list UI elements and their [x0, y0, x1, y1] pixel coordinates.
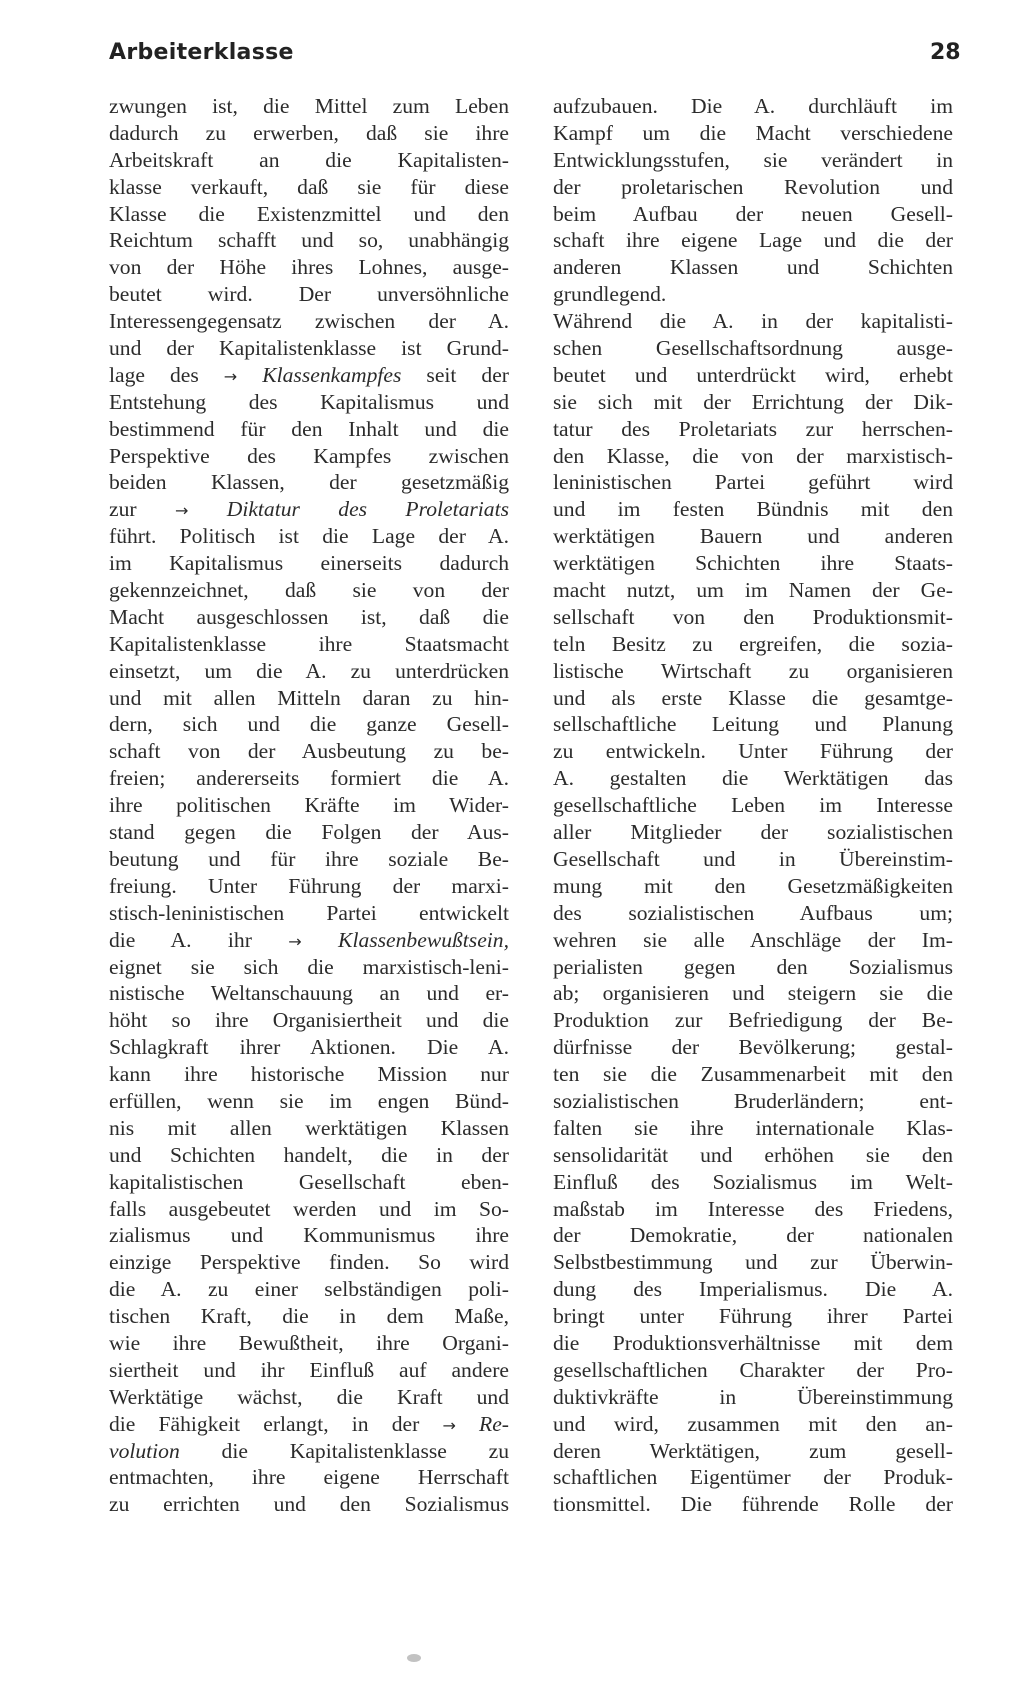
- text-line: [109, 1196, 509, 1223]
- text-segment: aufzubauen. Die A. durchläuft im: [553, 94, 953, 118]
- text-line: [553, 792, 953, 819]
- text-segment: kapitalistischen Gesellschaft eben-: [109, 1169, 509, 1194]
- text-segment: der proletarischen Revolution und: [553, 174, 953, 199]
- text-segment: beim Aufbau der neuen Gesell-: [553, 201, 953, 226]
- text-segment: zu errichten und den Sozialismus: [109, 1492, 509, 1517]
- text-line: [109, 846, 509, 873]
- text-segment: ihre politischen Kräfte im Wider-: [109, 793, 509, 818]
- text-line: [553, 416, 953, 443]
- text-segment: Interessengegensatz zwischen der A.: [109, 309, 509, 334]
- text-segment: klasse verkauft, daß sie für diese: [109, 174, 509, 199]
- text-line: [109, 1115, 509, 1142]
- text-line: [553, 254, 953, 281]
- text-line: [109, 604, 509, 631]
- text-line: [109, 1303, 509, 1330]
- text-segment: die Kapitalistenklasse zu: [179, 1438, 509, 1463]
- text-line: [553, 711, 953, 738]
- text-segment: freien; andererseits formiert die A.: [109, 766, 509, 791]
- text-segment: führt. Politisch ist die Lage der A.: [109, 524, 509, 549]
- text-line: [553, 362, 953, 389]
- text-segment: dadurch zu erwerben, daß sie ihre: [109, 120, 509, 145]
- text-segment: tatur des Proletariats zur herrschen-: [553, 416, 953, 441]
- text-segment: die Fähigkeit erlangt, in der: [109, 1411, 443, 1436]
- text-line: [553, 738, 953, 765]
- text-segment: Schlagkraft ihrer Aktionen. Die A.: [109, 1035, 509, 1060]
- text-line: [553, 550, 953, 577]
- text-line: [109, 873, 509, 900]
- text-segment: des sozialistischen Aufbaus um;: [553, 900, 953, 925]
- text-segment: [188, 497, 226, 521]
- text-line: [109, 900, 509, 927]
- text-line: [553, 389, 953, 416]
- text-line: [109, 927, 509, 954]
- text-segment: gesellschaftliche Leben im Interesse: [553, 793, 953, 818]
- text-segment: Reichtum schafft und so, unabhängig: [109, 228, 509, 253]
- text-line: [109, 174, 509, 201]
- text-segment: lage des: [109, 362, 224, 387]
- text-line: [553, 658, 953, 685]
- text-line: [109, 308, 509, 335]
- text-line: [109, 765, 509, 792]
- text-line: [109, 281, 509, 308]
- text-segment: falls ausgebeutet werden und im So-: [109, 1196, 509, 1221]
- text-segment: Entstehung des Kapitalismus und: [109, 389, 509, 414]
- text-line: [553, 93, 953, 120]
- text-segment: mung mit den Gesetzmäßigkeiten: [553, 873, 953, 898]
- text-line: [553, 577, 953, 604]
- text-segment: seit der: [401, 362, 509, 387]
- text-line: [553, 1142, 953, 1169]
- text-line: [553, 147, 953, 174]
- text-line: [553, 900, 953, 927]
- text-segment: beutung und für ihre soziale Be-: [109, 846, 509, 871]
- text-line: [109, 335, 509, 362]
- text-segment: schaft von der Ausbeutung zu be-: [109, 739, 509, 764]
- text-segment: und der Kapitalistenklasse ist Grund-: [109, 336, 509, 361]
- text-segment: duktivkräfte in Übereinstimmung: [553, 1384, 953, 1409]
- text-segment: zur: [109, 497, 175, 522]
- text-segment: siertheit und ihr Einfluß auf andere: [109, 1357, 509, 1382]
- text-segment: zialismus und Kommunismus ihre: [109, 1223, 509, 1248]
- running-head-title: Arbeiterklasse: [109, 40, 294, 65]
- text-segment: erfüllen, wenn sie im engen Bünd-: [109, 1088, 509, 1113]
- text-segment: stisch-leninistischen Partei entwickelt: [109, 900, 509, 925]
- cross-reference-term: Klassenbewußtsein,: [338, 927, 509, 952]
- text-line: [109, 496, 509, 523]
- text-line: [109, 201, 509, 228]
- cross-reference-term: volution: [109, 1438, 180, 1463]
- text-segment: grundlegend.: [553, 282, 667, 307]
- text-segment: bestimmend für den Inhalt und die: [109, 416, 509, 441]
- text-line: [553, 1330, 953, 1357]
- text-line: [109, 93, 509, 120]
- text-line: [553, 980, 953, 1007]
- text-line: [109, 792, 509, 819]
- text-line: [109, 954, 509, 981]
- text-segment: beutet und unterdrückt wird, erhebt: [553, 362, 953, 387]
- text-line: [109, 1088, 509, 1115]
- cross-reference-arrow-icon: →: [288, 931, 302, 951]
- text-line: [109, 416, 509, 443]
- text-segment: Einfluß des Sozialismus im Welt-: [553, 1169, 953, 1194]
- text-line: [553, 335, 953, 362]
- text-line: [553, 1061, 953, 1088]
- text-segment: dürfnisse der Bevölkerung; gestal-: [553, 1035, 953, 1060]
- text-line: [553, 1249, 953, 1276]
- text-line: [553, 523, 953, 550]
- text-segment: zu entwickeln. Unter Führung der: [553, 739, 953, 764]
- text-segment: und mit allen Mitteln daran zu hin-: [109, 685, 509, 710]
- text-segment: [302, 928, 338, 952]
- text-line: [109, 658, 509, 685]
- text-line: [109, 147, 509, 174]
- cross-reference-arrow-icon: →: [442, 1415, 456, 1435]
- text-line: [109, 1034, 509, 1061]
- text-segment: werktätigen Schichten ihre Staats-: [553, 551, 953, 576]
- text-segment: Macht ausgeschlossen ist, daß die: [109, 604, 509, 629]
- text-segment: beiden Klassen, der gesetzmäßig: [109, 470, 509, 495]
- text-line: [109, 1061, 509, 1088]
- text-segment: Entwicklungsstufen, sie verändert in: [553, 147, 953, 172]
- text-line: [553, 281, 953, 308]
- text-segment: Während die A. in der kapitalisti-: [553, 309, 953, 334]
- text-segment: der Demokratie, der nationalen: [553, 1223, 953, 1248]
- text-segment: deren Werktätigen, zum gesell-: [553, 1438, 953, 1463]
- text-line: [553, 873, 953, 900]
- text-line: [109, 1357, 509, 1384]
- text-segment: schaft ihre eigene Lage und die der: [553, 228, 953, 253]
- text-line: [553, 496, 953, 523]
- text-segment: werktätigen Bauern und anderen: [553, 524, 953, 549]
- text-segment: von der Höhe ihres Lohnes, ausge-: [109, 255, 509, 280]
- text-line: [109, 1411, 509, 1438]
- text-segment: und wird, zusammen mit den an-: [553, 1411, 953, 1436]
- text-segment: Kampf um die Macht verschiedene: [553, 120, 953, 145]
- text-line: [553, 1411, 953, 1438]
- text-line: [553, 1169, 953, 1196]
- text-segment: den Klasse, die von der marxistisch-: [553, 443, 953, 468]
- text-segment: beutet wird. Der unversöhnliche: [109, 282, 509, 307]
- text-segment: teln Besitz zu ergreifen, die sozia-: [553, 631, 953, 656]
- text-segment: freiung. Unter Führung der marxi-: [109, 873, 509, 898]
- text-line: [553, 1007, 953, 1034]
- text-line: [553, 308, 953, 335]
- cross-reference-term: Klassenkampfes: [262, 362, 402, 387]
- text-segment: und Schichten handelt, die in der: [109, 1142, 509, 1167]
- text-segment: dung des Imperialismus. Die A.: [553, 1277, 953, 1302]
- text-line: [109, 1007, 509, 1034]
- text-line: [109, 523, 509, 550]
- text-line: [109, 577, 509, 604]
- text-line: [109, 1384, 509, 1411]
- text-line: [553, 1384, 953, 1411]
- text-line: [553, 1034, 953, 1061]
- text-line: [553, 1115, 953, 1142]
- text-segment: [456, 1412, 479, 1436]
- text-line: [553, 1491, 953, 1518]
- text-segment: A. gestalten die Werktätigen das: [553, 766, 953, 791]
- text-segment: Arbeitskraft an die Kapitalisten-: [109, 147, 509, 172]
- text-segment: anderen Klassen und Schichten: [553, 255, 953, 280]
- text-line: [553, 1088, 953, 1115]
- text-segment: Gesellschaft und in Übereinstim-: [553, 846, 953, 871]
- text-segment: macht nutzt, um im Namen der Ge-: [553, 578, 953, 603]
- text-line: [109, 980, 509, 1007]
- text-line: [109, 550, 509, 577]
- text-line: [109, 711, 509, 738]
- text-segment: listische Wirtschaft zu organisieren: [553, 658, 953, 683]
- text-segment: einzige Perspektive finden. So wird: [109, 1250, 509, 1275]
- text-line: [553, 604, 953, 631]
- text-line: [109, 1438, 509, 1465]
- text-segment: Klasse die Existenzmittel und den: [109, 201, 509, 226]
- text-segment: nistische Weltanschauung an und er-: [109, 981, 509, 1006]
- text-line: [109, 254, 509, 281]
- text-segment: kann ihre historische Mission nur: [109, 1062, 509, 1087]
- text-segment: Werktätige wächst, die Kraft und: [109, 1384, 509, 1409]
- text-segment: falten sie ihre internationale Klas-: [553, 1115, 953, 1140]
- text-line: [109, 738, 509, 765]
- text-line: [553, 443, 953, 470]
- text-segment: sellschaft von den Produktionsmit-: [553, 604, 953, 629]
- text-line: [109, 227, 509, 254]
- text-line: [109, 1222, 509, 1249]
- text-line: [553, 1438, 953, 1465]
- text-line: [553, 1464, 953, 1491]
- text-line: [109, 1169, 509, 1196]
- text-segment: maßstab im Interesse des Friedens,: [553, 1196, 953, 1221]
- text-line: [109, 1464, 509, 1491]
- text-segment: gesellschaftlichen Charakter der Pro-: [553, 1357, 953, 1382]
- text-segment: höht so ihre Organisiertheit und die: [109, 1008, 509, 1033]
- text-segment: dern, sich und die ganze Gesell-: [109, 712, 509, 737]
- text-line: [109, 362, 509, 389]
- text-segment: leninistischen Partei geführt wird: [553, 470, 953, 495]
- text-line: [553, 765, 953, 792]
- right-text-column: [553, 93, 953, 1518]
- text-segment: Perspektive des Kampfes zwischen: [109, 443, 509, 468]
- page-smudge: [407, 1654, 421, 1662]
- text-segment: schen Gesellschaftsordnung ausge-: [553, 336, 953, 361]
- text-segment: aller Mitglieder der sozialistischen: [553, 820, 953, 845]
- text-line: [109, 1491, 509, 1518]
- text-line: [553, 469, 953, 496]
- text-segment: perialisten gegen den Sozialismus: [553, 954, 953, 979]
- cross-reference-arrow-icon: →: [223, 366, 238, 386]
- text-segment: sellschaftliche Leitung und Planung: [553, 712, 953, 737]
- text-line: [553, 227, 953, 254]
- text-segment: tionsmittel. Die führende Rolle der: [553, 1492, 953, 1517]
- text-segment: die A. zu einer selbständigen poli-: [109, 1277, 509, 1302]
- text-segment: und im festen Bündnis mit den: [553, 497, 953, 522]
- text-line: [553, 1222, 953, 1249]
- cross-reference-term: Re-: [479, 1411, 509, 1436]
- text-line: [553, 954, 953, 981]
- text-segment: wie ihre Bewußtheit, ihre Organi-: [109, 1330, 509, 1355]
- text-segment: Produktion zur Befriedigung der Be-: [553, 1008, 953, 1033]
- text-line: [553, 846, 953, 873]
- text-segment: stand gegen die Folgen der Aus-: [109, 820, 509, 845]
- text-line: [553, 631, 953, 658]
- text-line: [109, 1330, 509, 1357]
- text-segment: bringt unter Führung ihrer Partei: [553, 1304, 953, 1329]
- text-segment: ten sie die Zusammenarbeit mit den: [553, 1062, 953, 1087]
- text-line: [553, 1303, 953, 1330]
- text-segment: sensolidarität und erhöhen sie den: [553, 1142, 953, 1167]
- text-segment: einsetzt, um die A. zu unterdrücken: [109, 658, 509, 683]
- left-text-column: [109, 93, 509, 1518]
- text-line: [109, 819, 509, 846]
- text-line: [109, 1249, 509, 1276]
- text-segment: [237, 363, 262, 387]
- text-line: [109, 443, 509, 470]
- text-segment: schaftlichen Eigentümer der Produk-: [553, 1465, 953, 1490]
- text-line: [109, 1142, 509, 1169]
- text-line: [553, 174, 953, 201]
- text-line: [109, 631, 509, 658]
- text-segment: Kapitalistenklasse ihre Staatsmacht: [109, 631, 509, 656]
- text-segment: Selbstbestimmung und zur Überwin-: [553, 1250, 953, 1275]
- text-line: [109, 120, 509, 147]
- text-segment: gekennzeichnet, daß sie von der: [109, 578, 509, 603]
- text-segment: tischen Kraft, die in dem Maße,: [109, 1304, 509, 1329]
- text-line: [109, 469, 509, 496]
- text-line: [109, 389, 509, 416]
- text-segment: die Produktionsverhältnisse mit dem: [553, 1330, 953, 1355]
- cross-reference-term: Diktatur des Proletariats: [226, 497, 509, 522]
- text-segment: nis mit allen werktätigen Klassen: [109, 1115, 509, 1140]
- text-line: [109, 685, 509, 712]
- text-line: [553, 685, 953, 712]
- text-line: [109, 1276, 509, 1303]
- text-segment: und als erste Klasse die gesamtge-: [553, 685, 953, 710]
- text-segment: wehren sie alle Anschläge der Im-: [553, 927, 953, 952]
- text-line: [553, 1276, 953, 1303]
- text-segment: ab; organisieren und steigern sie die: [553, 981, 953, 1006]
- text-line: [553, 201, 953, 228]
- text-segment: die A. ihr: [109, 927, 289, 952]
- text-segment: zwungen ist, die Mittel zum Leben: [109, 94, 509, 118]
- text-line: [553, 819, 953, 846]
- text-line: [553, 120, 953, 147]
- text-segment: im Kapitalismus einerseits dadurch: [109, 551, 509, 576]
- text-segment: entmachten, ihre eigene Herrschaft: [109, 1465, 509, 1490]
- text-segment: sozialistischen Bruderländern; ent-: [553, 1088, 953, 1113]
- text-segment: eignet sie sich die marxistisch-leni-: [109, 954, 509, 979]
- text-line: [553, 1357, 953, 1384]
- text-line: [553, 1196, 953, 1223]
- text-line: [553, 927, 953, 954]
- page-number: 28: [930, 40, 961, 65]
- cross-reference-arrow-icon: →: [174, 501, 189, 521]
- text-segment: sie sich mit der Errichtung der Dik-: [553, 389, 953, 414]
